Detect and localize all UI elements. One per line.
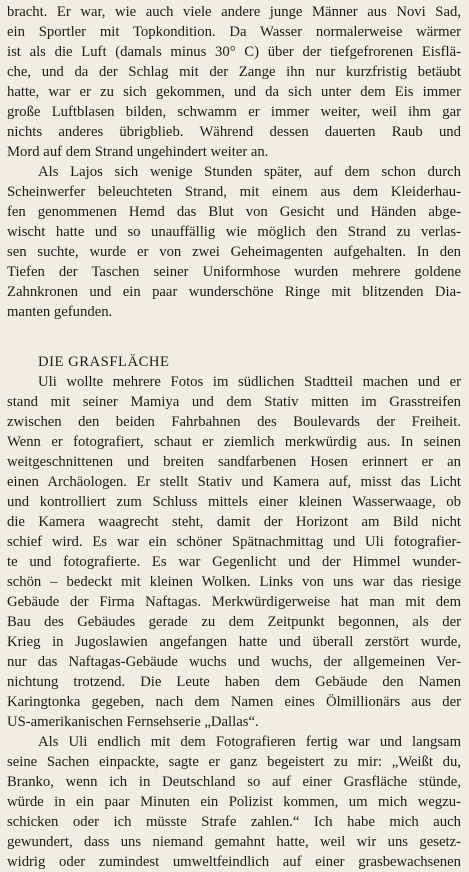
text-line: Als Lajos sich wenige Stunden später, auf dem schon durch <box>38 164 461 180</box>
text-line: che, und da der Schlag mit der Zange ihn nur kurzfristig betäubt <box>7 64 461 80</box>
text-line: zwischen den beiden Fahrbahnen des Boulevards der Freiheit. <box>7 414 461 430</box>
text-line: gewundert, dass uns niemand gemahnt hatte, weil wir uns gesetz- <box>7 834 461 850</box>
text-line: und kontrolliert zum Schluss mittels einer kleinen Wasserwaage, ob <box>7 494 461 510</box>
text-line: Tiefen der Taschen seiner Uniformhose wurden mehrere goldene <box>7 264 461 280</box>
text-line: Bau des Gebäudes gerade zu dem Zeitpunkt begonnen, als der <box>7 614 461 630</box>
text-line: schief wird. Es war ein schöner Spätnachmittag und Uli fotografier- <box>7 534 461 550</box>
text-line: einen Archäologen. Er stellt Stativ und Kamera auf, misst das Licht <box>7 474 461 490</box>
text-line: Gebäude der Firma Naftagas. Merkwürdigerweise hat man mit dem <box>7 594 461 610</box>
text-line: schön – bedeckt mit kleinen Wolken. Links von uns war das riesige <box>7 574 461 590</box>
text-line: stand mit seiner Mamiya und dem Stativ mitten im Grasstreifen <box>7 394 461 410</box>
text-line: nichtung trotzend. Die Leute haben dem Gebäude den Namen <box>7 674 461 690</box>
text-line: ein Sportler mit Topkondition. Da Wasser normalerweise wärmer <box>7 24 461 40</box>
text-line: widrig oder zumindest umweltfeindlich auf einer grasbewachsenen <box>7 854 461 870</box>
text-line: Uli wollte mehrere Fotos im südlichen Stadtteil machen und er <box>38 374 461 390</box>
text-line: würde in ein paar Minuten ein Polizist kommen, um mich wegzu- <box>7 794 461 810</box>
text-line: hatte, war er zu sich gekommen, und da sich unter dem Eis immer <box>7 84 461 100</box>
text-line: Wenn er fotografiert, schaut er ziemlich merkwürdig aus. In seinen <box>7 434 461 450</box>
text-line: Scheinwerfer beleuchteten Strand, mit einem aus dem Kleiderhau- <box>7 184 461 200</box>
text-line: US-amerikanischen Fernsehserie „Dallas“. <box>7 714 259 730</box>
text-line: weitgeschnittenen und breiten sandfarbenen Hosen erinnert er an <box>7 454 461 470</box>
text-line: Krieg in Jugoslawien angefangen hatte und überall zerstört wurde, <box>7 634 461 650</box>
text-line: manten gefunden. <box>7 304 113 320</box>
text-line: bracht. Er war, wie auch viele andere junge Männer aus Novi Sad, <box>7 4 461 20</box>
text-line: ist als die Luft (damals minus 30° C) über der tiefgefrorenen Eisflä- <box>7 44 461 60</box>
section-heading: DIE GRASFLÄCHE <box>38 354 170 370</box>
text-line: te und fotografierte. Es war Gegenlicht und der Himmel wunder- <box>7 554 461 570</box>
text-line: wischt hatte und so unauffällig wie möglich den Strand zu verlas- <box>7 224 461 240</box>
text-line: nichts anderes übrigblieb. Während dessen dauerten Raub und <box>7 124 461 140</box>
text-line: sen suchte, wurde er von zwei Geheimagenten aufgehalten. In den <box>7 244 461 260</box>
text-line: schicken oder ich müsste Strafe zahlen.“ Ich habe mich auch <box>7 814 461 830</box>
text-line: große Luftblasen bilden, schwamm er immer weiter, weil ihm gar <box>7 104 461 120</box>
text-line: Als Uli endlich mit dem Fotografieren fertig war und langsam <box>38 734 461 750</box>
text-line: fen genommenen Hemd das Blut von Gesicht und Händen abge- <box>7 204 461 220</box>
text-line: Mord auf dem Strand ungehindert weiter an. <box>7 144 269 160</box>
text-line: die Kamera waagrecht steht, damit der Horizont am Bild nicht <box>7 514 461 530</box>
text-line: Zahnkronen und ein paar wunderschöne Ringe mit blitzenden Dia- <box>7 284 461 300</box>
text-line: nur das Naftagas-Gebäude wuchs und wuchs, der allgemeinen Ver- <box>7 654 461 670</box>
text-line: seine Sachen einpackte, sagte er ganz begeistert zu mir: „Weißt du, <box>7 754 461 770</box>
text-line: Karingtonka gegeben, nach dem Namen eines Ölmillionärs aus der <box>7 694 461 710</box>
text-line: Branko, wenn ich in Deutschland so auf einer Grasfläche stünde, <box>7 774 461 790</box>
